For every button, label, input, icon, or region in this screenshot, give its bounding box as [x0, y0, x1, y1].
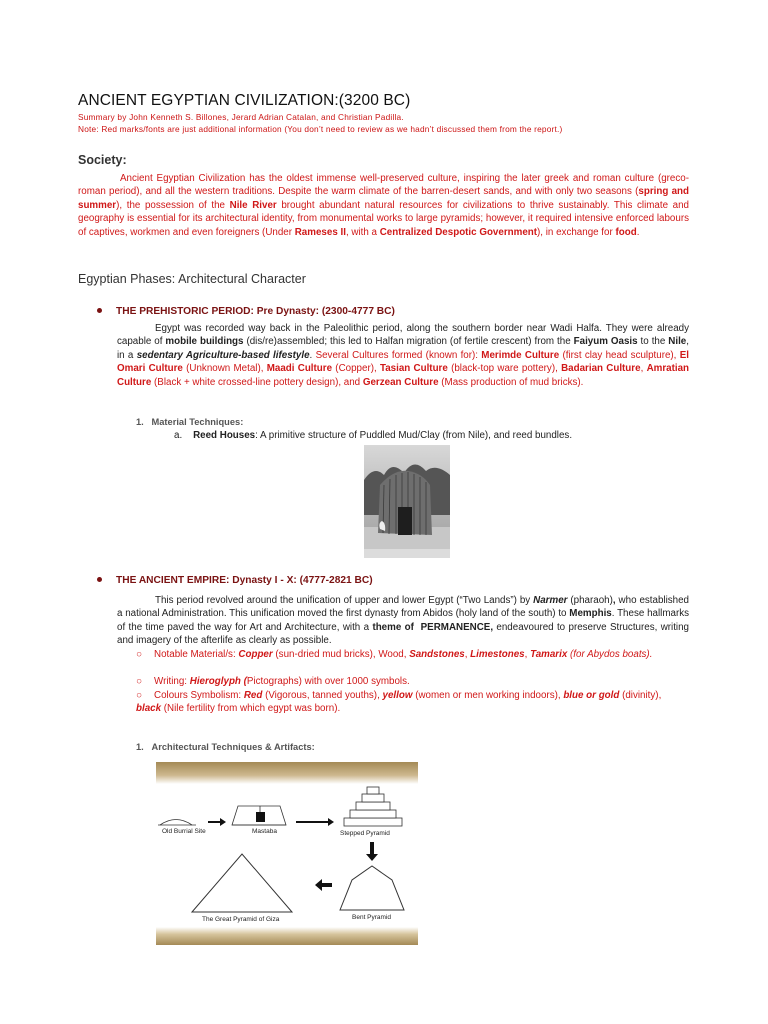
colours-text-1: (Vigorous, tanned youths),	[262, 690, 383, 701]
culture-text-1: (first clay head sculpture),	[559, 349, 680, 361]
culture-el-omari: El Omari Culture	[117, 349, 689, 375]
writing-hieroglyph: Hieroglyph (	[189, 676, 247, 687]
material-tamarix: Tamarix	[530, 649, 568, 660]
label-stepped: Stepped Pyramid	[340, 830, 390, 837]
prehistoric-bold-faiyum: Faiyum Oasis	[573, 336, 638, 348]
list-number: 1.	[136, 417, 144, 427]
society-text-2: ), the possession of the	[116, 199, 230, 211]
empire-bold-permanence: PERMANENCE,	[420, 621, 494, 633]
material-techniques-item	[136, 417, 243, 427]
colours-item	[136, 689, 689, 716]
empire-text-4: . These hallmarks of the time paved the way for Art and Architecture, with a	[117, 608, 690, 633]
culture-text-3: (Copper),	[332, 363, 380, 375]
society-text-4: , with a	[345, 226, 380, 238]
prehistoric-bold-nile: Nile	[668, 336, 687, 348]
empire-bold-narmer: Narmer	[533, 595, 568, 606]
prehistoric-bold-lifestyle: sedentary Agriculture-based lifestyle	[136, 349, 310, 361]
empire-bold-memphis: Memphis	[569, 608, 612, 620]
document-title: ANCIENT EGYPTIAN CIVILIZATION:(3200 BC)	[78, 92, 411, 109]
culture-text-2: (Unknown Metal),	[182, 363, 267, 375]
society-bold-nile: Nile River	[229, 199, 277, 211]
ancient-empire-title-text: THE ANCIENT EMPIRE: Dynasty I - X: (4777-2821 BC)	[116, 575, 373, 586]
materials-text-2: ,	[464, 649, 471, 660]
empire-text-1: This period revolved around the unification of upper and lower Egypt (“Two Lands”) by	[155, 595, 534, 606]
society-text-5: ), in exchange for	[537, 226, 616, 238]
summary-authors: Summary by John Kenneth S. Billones, Jerard Adrian Catalan, and Christian Padilla.	[78, 112, 404, 122]
material-heading: Material Techniques:	[151, 417, 244, 427]
prehistoric-text-5: .	[309, 349, 316, 361]
empire-text-2: (pharaoh)	[567, 595, 613, 606]
label-bent-pyramid: Bent Pyramid	[352, 914, 392, 921]
materials-text-3: ,	[524, 649, 531, 660]
culture-amratian: Amratian Culture	[117, 363, 690, 388]
empire-bold-comma: ,	[612, 595, 616, 606]
empire-text-5: endeavoured to preserve Structures, writing and imagery of the afterlife as clearly as possible.	[117, 621, 690, 647]
empire-text-3: who established a national Administration. This unification moved the first dynasty from Abidos (holy land of the south) to	[117, 595, 690, 620]
society-paragraph	[78, 172, 689, 239]
pyramid-evolution-diagram	[156, 762, 418, 945]
ancient-empire-paragraph	[117, 594, 689, 648]
list-letter: a.	[174, 430, 183, 441]
colours-text-3: (divinity),	[619, 690, 662, 701]
colour-blue-gold: blue or gold	[563, 690, 620, 701]
colour-red: Red	[243, 690, 263, 701]
material-copper: Copper	[238, 649, 273, 660]
reed-houses-item	[174, 430, 572, 441]
writing-item	[136, 675, 689, 688]
circle-bullet-icon: ○	[136, 649, 142, 660]
label-great-pyramid: The Great Pyramid of Giza	[202, 916, 280, 923]
label-old-burial: Old Burrial Site	[162, 828, 206, 835]
reed-houses-bold: Reed Houses	[193, 430, 256, 441]
writing-text: Pictographs) with over 1000 symbols.	[246, 676, 410, 687]
society-bold-seasons: spring and summer	[78, 186, 690, 211]
bullet-dot-icon	[97, 308, 102, 313]
prehistoric-text-1: Egypt was recorded way back in the Paleolithic period, along the southern border near Wadi Halfa. They were already capable of	[117, 323, 689, 348]
culture-gerzean: Gerzean Culture	[362, 376, 439, 388]
arch-heading: Architectural Techniques & Artifacts:	[151, 742, 315, 752]
culture-tasian: Tasian Culture	[379, 363, 448, 375]
notable-materials-item	[136, 648, 689, 661]
cultures-intro: Several Cultures formed (known for):	[315, 349, 482, 361]
materials-label: Notable Material/s:	[154, 649, 239, 660]
architectural-techniques-item	[136, 742, 315, 752]
colour-yellow: yellow	[382, 690, 413, 701]
circle-bullet-icon: ○	[136, 676, 142, 687]
colours-label: Colours Symbolism:	[154, 690, 244, 701]
materials-text-1: (sun-dried mud bricks), Wood,	[272, 649, 410, 660]
culture-text-7: (Mass production of mud bricks).	[438, 376, 584, 388]
prehistoric-text-4: , in a	[117, 336, 689, 361]
prehistoric-paragraph	[117, 322, 689, 389]
prehistoric-text-2: (dis/re)assembled; this led to Halfan migration (of fertile crescent) from the	[243, 336, 574, 348]
culture-text-5: ,	[640, 363, 647, 375]
society-heading: Society:	[78, 153, 127, 167]
empire-bold-theme: theme of	[372, 621, 414, 633]
culture-merimde: Merimde Culture	[481, 349, 560, 361]
culture-badarian: Badarian Culture	[561, 363, 641, 375]
label-mastaba: Mastaba	[252, 828, 277, 835]
reed-house-photo	[364, 445, 450, 558]
material-limestones: Limestones	[470, 649, 525, 660]
society-text-6: .	[636, 226, 640, 238]
society-text-3: brought abundant natural resources for civilizations to thrive sustainably. This climate and geography is essential for its architectural identity, from monumental works to large pyramids; however, it required intensive enforced labours of captives, workmen and even foreigners (Under	[78, 199, 689, 238]
writing-label: Writing:	[154, 676, 190, 687]
materials-text-4: (for Abydos boats).	[567, 649, 653, 660]
culture-maadi: Maadi Culture	[266, 363, 333, 375]
prehistoric-bold-mobile: mobile buildings	[165, 336, 244, 348]
phases-heading: Egyptian Phases: Architectural Character	[78, 272, 306, 286]
colour-black: black	[136, 703, 162, 715]
culture-text-4: (black-top ware pottery),	[447, 363, 562, 375]
prehistoric-title-text: THE PREHISTORIC PERIOD: Pre Dynasty: (2300-4777 BC)	[116, 306, 395, 317]
society-bold-government: Centralized Despotic Government	[379, 226, 538, 238]
bullet-dot-icon	[97, 577, 102, 582]
prehistoric-title	[97, 306, 395, 317]
culture-text-6: (Black + white crossed-line pottery design), and	[151, 376, 363, 388]
circle-bullet-icon: ○	[136, 690, 142, 701]
list-number: 1.	[136, 742, 144, 752]
colours-text-4: (Nile fertility from which egypt was born).	[161, 703, 341, 715]
reed-houses-text: : A primitive structure of Puddled Mud/Clay (from Nile), and reed bundles.	[255, 430, 573, 441]
colours-text-2: (women or men working indoors),	[412, 690, 564, 701]
society-bold-food: food	[615, 226, 637, 238]
society-text-1: Ancient Egyptian Civilization has the oldest immense well-preserved culture, inspiring the later greek and roman culture (greco-roman period), and all the western traditions. Despite the warm climate of the barren-desert sands, and with only two seasons (	[78, 173, 689, 198]
material-sandstones: Sandstones	[409, 649, 465, 660]
prehistoric-text-3: to the	[637, 336, 669, 348]
ancient-empire-title	[97, 575, 373, 586]
red-note: Note: Red marks/fonts are just additional information (You don’t need to review as we hadn’t discussed them from the report.)	[78, 124, 563, 134]
society-bold-rameses: Rameses II	[294, 226, 346, 238]
